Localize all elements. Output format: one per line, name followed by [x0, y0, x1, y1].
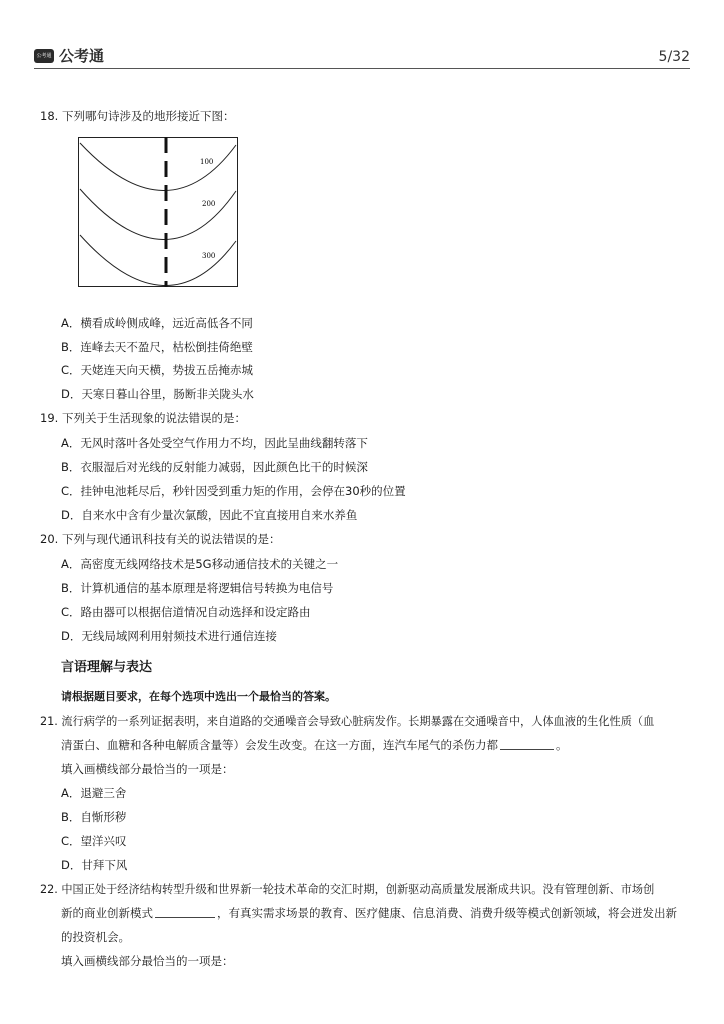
page-number: 5/32: [658, 49, 690, 65]
contour-label-100: 100: [200, 158, 214, 166]
q21-line2-end: 。: [556, 738, 568, 752]
logo-text: 公考通: [59, 47, 105, 65]
q20-option-b: B．计算机通信的基本原理是将逻辑信号转换为电信号: [61, 581, 334, 595]
q18-option-a: A．横看成岭侧成峰，远近高低各不同: [61, 316, 253, 330]
q22-stem-line2: [61, 905, 677, 921]
page-header: [34, 40, 690, 69]
section-title: 言语理解与表达: [61, 660, 153, 675]
q22-line2-start: 新的商业创新模式: [61, 906, 153, 920]
q19-option-c: C．挂钟电池耗尽后，秒针因受到重力矩的作用，会停在30秒的位置: [61, 484, 406, 498]
q19-option-b: B．衣服湿后对光线的反射能力减弱，因此颜色比干的时候深: [61, 460, 368, 474]
q20-option-a: A．高密度无线网络技术是5G移动通信技术的关键之一: [61, 557, 339, 571]
contour-label-300: 300: [202, 252, 216, 260]
q20-option-c: C．路由器可以根据信道情况自动选择和设定路由: [61, 605, 311, 619]
q19-option-d: D．自来水中含有少量次氯酸，因此不宜直接用自来水养鱼: [61, 508, 358, 522]
contour-map-figure: [78, 137, 238, 287]
section-instruction: 请根据题目要求，在每个选项中选出一个最恰当的答案。: [61, 690, 336, 703]
q21-option-d: D．甘拜下风: [61, 858, 128, 872]
q19-option-a: A．无风时落叶各处受空气作用力不均，因此呈曲线翻转落下: [61, 436, 368, 450]
fill-blank: [500, 739, 554, 750]
q18-option-d: D．天寒日暮山谷里，肠断非关陇头水: [61, 387, 254, 401]
contour-label-200: 200: [202, 200, 216, 208]
q21-line2-text: 清蛋白、血糖和各种电解质含量等）会发生改变。在这一方面，连汽车尾气的杀伤力都: [61, 738, 498, 752]
q20-stem: 20. 下列与现代通讯科技有关的说法错误的是：: [40, 532, 281, 546]
q22-stem-line3: 的投资机会。: [61, 930, 130, 944]
q19-stem: 19. 下列关于生活现象的说法错误的是：: [40, 411, 246, 425]
q22-stem-line1: 22. 中国正处于经济结构转型升级和世界新一轮技术革命的交汇时期，创新驱动高质量发展渐成共识。没有管理创新、市场创: [40, 883, 655, 896]
logo-mark-icon: 公考通: [34, 49, 54, 63]
q22-line2-rest: ，有真实需求场景的教育、医疗健康、信息消费、消费升级等模式创新领域，将会迸发出新: [217, 906, 677, 920]
fill-blank: [155, 907, 215, 918]
q21-prompt: 填入画横线部分最恰当的一项是：: [61, 762, 234, 776]
q21-stem-line1: 21. 流行病学的一系列证据表明，来自道路的交通噪音会导致心脏病发作。长期暴露在交通噪音中，人体血液的生化性质（血: [40, 715, 655, 728]
q21-option-c: C．望洋兴叹: [61, 834, 127, 848]
q20-option-d: D．无线局域网利用射频技术进行通信连接: [61, 629, 277, 643]
q21-stem-line2: [61, 737, 568, 753]
q21-option-a: A．退避三舍: [61, 786, 127, 800]
q21-option-b: B．自惭形秽: [61, 810, 127, 824]
q18-option-c: C．天姥连天向天横，势拔五岳掩赤城: [61, 363, 254, 377]
q18-option-b: B．连峰去天不盈尺，枯松倒挂倚绝壁: [61, 340, 253, 354]
q18-stem: 18. 下列哪句诗涉及的地形接近下图：: [40, 109, 235, 123]
q22-prompt: 填入画横线部分最恰当的一项是：: [61, 954, 234, 968]
logo: [34, 45, 104, 66]
